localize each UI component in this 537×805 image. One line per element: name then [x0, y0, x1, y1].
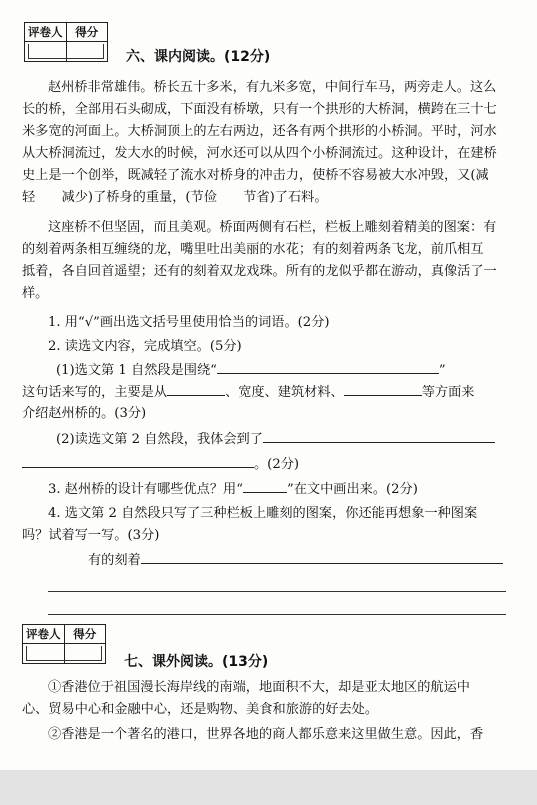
question-4-line3: 有的刻着 [88, 551, 520, 570]
grader-label: 评卷人 [25, 23, 67, 41]
score-label: 得分 [73, 627, 97, 641]
section6-title: 六、课内阅读。(12分) [126, 49, 271, 65]
para1-line: 长的桥，全部用石头砌成，下面没有桥墩，只有一个拱形的大桥洞，横跨在三十七 [22, 102, 497, 117]
reading-para1-line2: 心、贸易中心和金融中心，还是购物、美食和旅游的好去处。 [22, 702, 379, 717]
question-2-1-line1: (1)选文第 1 自然段是围绕“ ” [56, 363, 446, 378]
question-2: 2. 读选文内容，完成填空。(5分) [48, 339, 242, 354]
para2-line: 样。 [22, 286, 49, 301]
score-label: 得分 [75, 25, 99, 39]
bottom-bar [0, 770, 537, 805]
reading-para2-line1: ②香港是一个著名的港口，世界各地的商人都乐意来这里做生意。因此，香 [48, 727, 484, 742]
question-1: 1. 用“√”画出选文括号里使用恰当的词语。(2分) [48, 315, 330, 330]
score-box-section6 [24, 22, 108, 62]
para1-line: 赵州桥非常雄伟。桥长五十多米，有九米多宽，中间行车马，两旁走人。这么 [48, 80, 497, 95]
question-2-1-line3: 介绍赵州桥的。(3分) [22, 406, 147, 421]
question-2-1-line2: 这句话来写的，主要是从 、宽度、建筑材料、 等方面来 [22, 385, 475, 400]
answer-line[interactable] [48, 591, 506, 592]
grader-label: 评卷人 [23, 625, 65, 643]
question-3: 3. 赵州桥的设计有哪些优点？用“ ”在文中画出来。(2分) [48, 482, 418, 497]
para1-line: 轻 减少)了桥身的重量，(节俭 节省)了石料。 [22, 190, 328, 205]
para1-line: 史上是一个创举，既减轻了流水对桥身的冲击力，使桥不容易被大水冲毁，又(减 [22, 168, 489, 183]
para2-line: 抵着，各自回首遥望；还有的刻着双龙戏珠。所有的龙似乎都在游动，真像活了一 [22, 264, 497, 279]
question-2-2-line1: (2)读选文第 2 自然段，我体会到了 [56, 430, 520, 449]
answer-blank[interactable] [344, 383, 422, 396]
para2-line: 的刻着两条相互缠绕的龙，嘴里吐出美丽的水花；有的刻着两条飞龙，前爪相互 [22, 242, 484, 257]
para2-line: 这座桥不但坚固，而且美观。桥面两侧有石栏，栏板上雕刻着精美的图案：有 [48, 220, 497, 235]
score-box-section7 [22, 624, 106, 664]
para1-line: 从大桥洞流过，发大水的时候，河水还可以从四个小桥洞流过。这种设计，在建桥 [22, 146, 497, 161]
answer-blank[interactable] [263, 430, 495, 443]
answer-line[interactable] [48, 614, 506, 615]
section7-title: 七、课外阅读。(13分) [124, 654, 269, 670]
question-4-line2: 吗？试着写一写。(3分) [22, 528, 160, 543]
answer-blank[interactable] [167, 383, 225, 396]
answer-blank[interactable] [141, 551, 503, 564]
reading-para1-line1: ①香港位于祖国漫长海岸线的南端，地面积不大，却是亚太地区的航运中 [48, 680, 470, 695]
underline-mark-blank [243, 480, 287, 493]
question-2-2-line2: 。(2分) [22, 455, 520, 474]
question-4-line1: 4. 选文第 2 自然段只写了三种栏板上雕刻的图案，你还能再想象一种图案 [48, 506, 478, 521]
para1-line: 米多宽的河面上。大桥洞顶上的左右两边，还各有两个拱形的小桥洞。平时，河水 [22, 124, 497, 139]
answer-blank[interactable] [22, 455, 254, 468]
answer-blank[interactable] [217, 361, 439, 374]
